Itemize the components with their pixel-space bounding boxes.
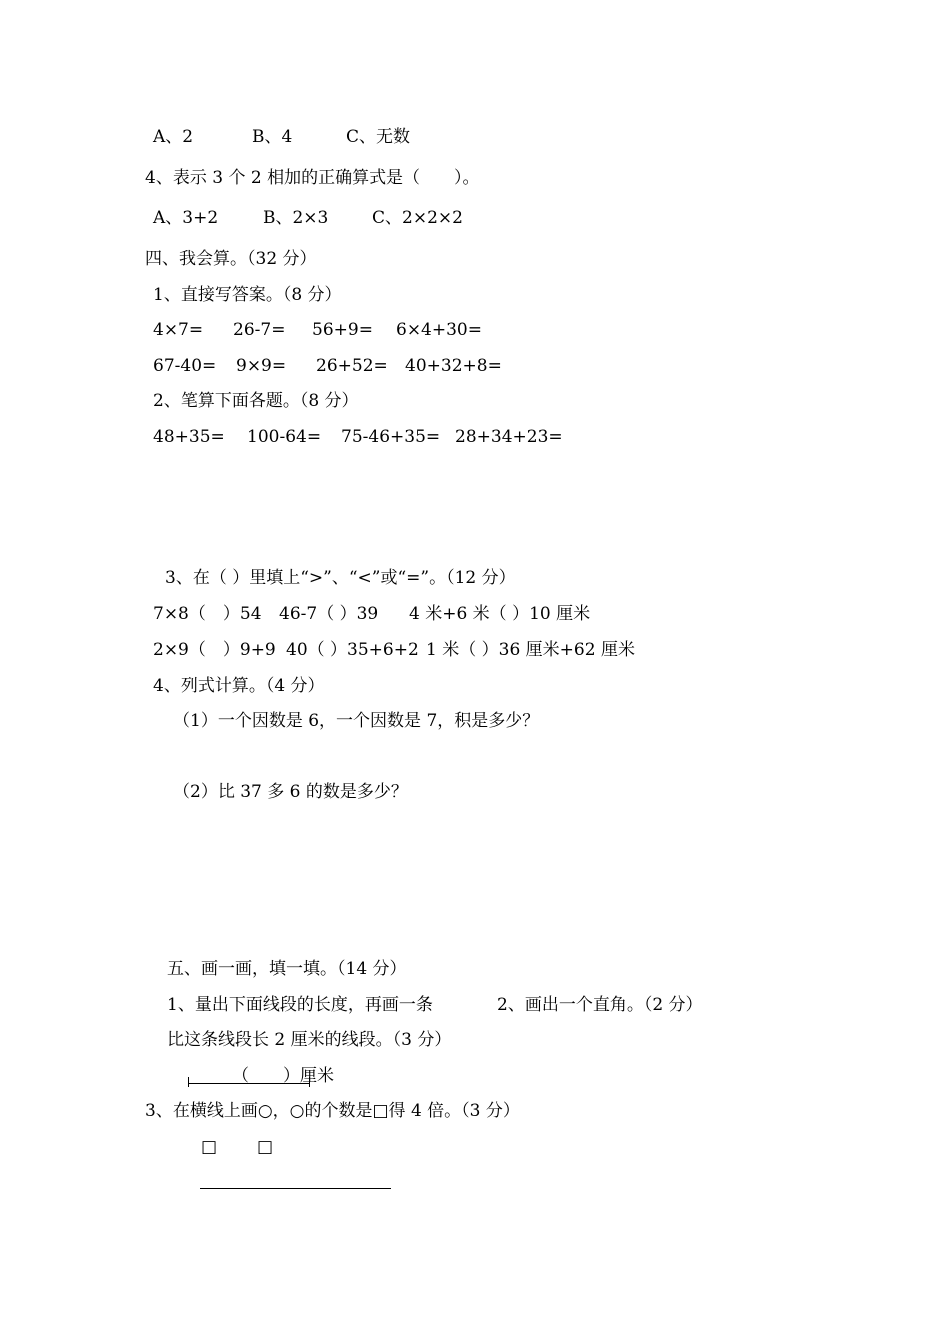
question-4: 4、表示 3 个 2 相加的正确算式是（ ）。 xyxy=(145,168,480,188)
calc-item: 6×4+30= xyxy=(396,320,482,340)
option-a: A、2 xyxy=(153,127,194,147)
calc-item: 100-64= xyxy=(247,427,322,447)
part-3-title: 3、在（ ）里填上“>”、“<”或“=”。（12 分） xyxy=(165,568,516,588)
answer-blank-line[interactable] xyxy=(200,1188,391,1189)
word-problem-1: （1）一个因数是 6，一个因数是 7，积是多少？ xyxy=(173,711,540,731)
q4-option-b: B、2×3 xyxy=(263,208,329,228)
calc-item: 4×7= xyxy=(153,320,204,340)
segment-end-tick xyxy=(188,1077,189,1087)
compare-item: 7×8（ ）54 xyxy=(153,604,262,624)
compare-item: 40（ ）35+6+2 xyxy=(286,640,419,660)
compare-item: 46-7（ ）39 xyxy=(279,604,379,624)
calc-item: 26+52= xyxy=(316,356,388,376)
square-symbol: □ xyxy=(201,1137,218,1157)
part-2-title: 2、笔算下面各题。（8 分） xyxy=(153,391,359,411)
part-5-3: 3、在横线上画○，○的个数是□得 4 倍。（3 分） xyxy=(145,1101,520,1121)
part-4-title: 4、列式计算。（4 分） xyxy=(153,676,325,696)
section-4-title: 四、我会算。（32 分） xyxy=(145,249,317,269)
compare-item: 4 米+6 米（ ）10 厘米 xyxy=(409,604,591,624)
part-5-1-line1: 1、量出下面线段的长度，再画一条 xyxy=(167,995,433,1015)
q4-option-a: A、3+2 xyxy=(153,208,219,228)
calc-item: 40+32+8= xyxy=(405,356,502,376)
compare-item: 1 米（ ）36 厘米+62 厘米 xyxy=(426,640,635,660)
calc-item: 28+34+23= xyxy=(455,427,563,447)
segment-length-label: （ ）厘米 xyxy=(232,1066,334,1086)
calc-item: 75-46+35= xyxy=(341,427,441,447)
option-c: C、无数 xyxy=(346,127,411,147)
part-5-2: 2、画出一个直角。（2 分） xyxy=(497,995,703,1015)
word-problem-2: （2）比 37 多 6 的数是多少？ xyxy=(173,782,408,802)
calc-item: 26-7= xyxy=(233,320,286,340)
part-1-title: 1、直接写答案。（8 分） xyxy=(153,285,342,305)
part-5-1-line2: 比这条线段长 2 厘米的线段。（3 分） xyxy=(167,1030,452,1050)
section-5-title: 五、画一画，填一填。（14 分） xyxy=(167,959,407,979)
option-b: B、4 xyxy=(252,127,293,147)
square-symbol: □ xyxy=(257,1137,274,1157)
calc-item: 9×9= xyxy=(236,356,287,376)
calc-item: 56+9= xyxy=(312,320,373,340)
calc-item: 48+35= xyxy=(153,427,225,447)
q4-option-c: C、2×2×2 xyxy=(372,208,463,228)
compare-item: 2×9（ ）9+9 xyxy=(153,640,276,660)
calc-item: 67-40= xyxy=(153,356,217,376)
